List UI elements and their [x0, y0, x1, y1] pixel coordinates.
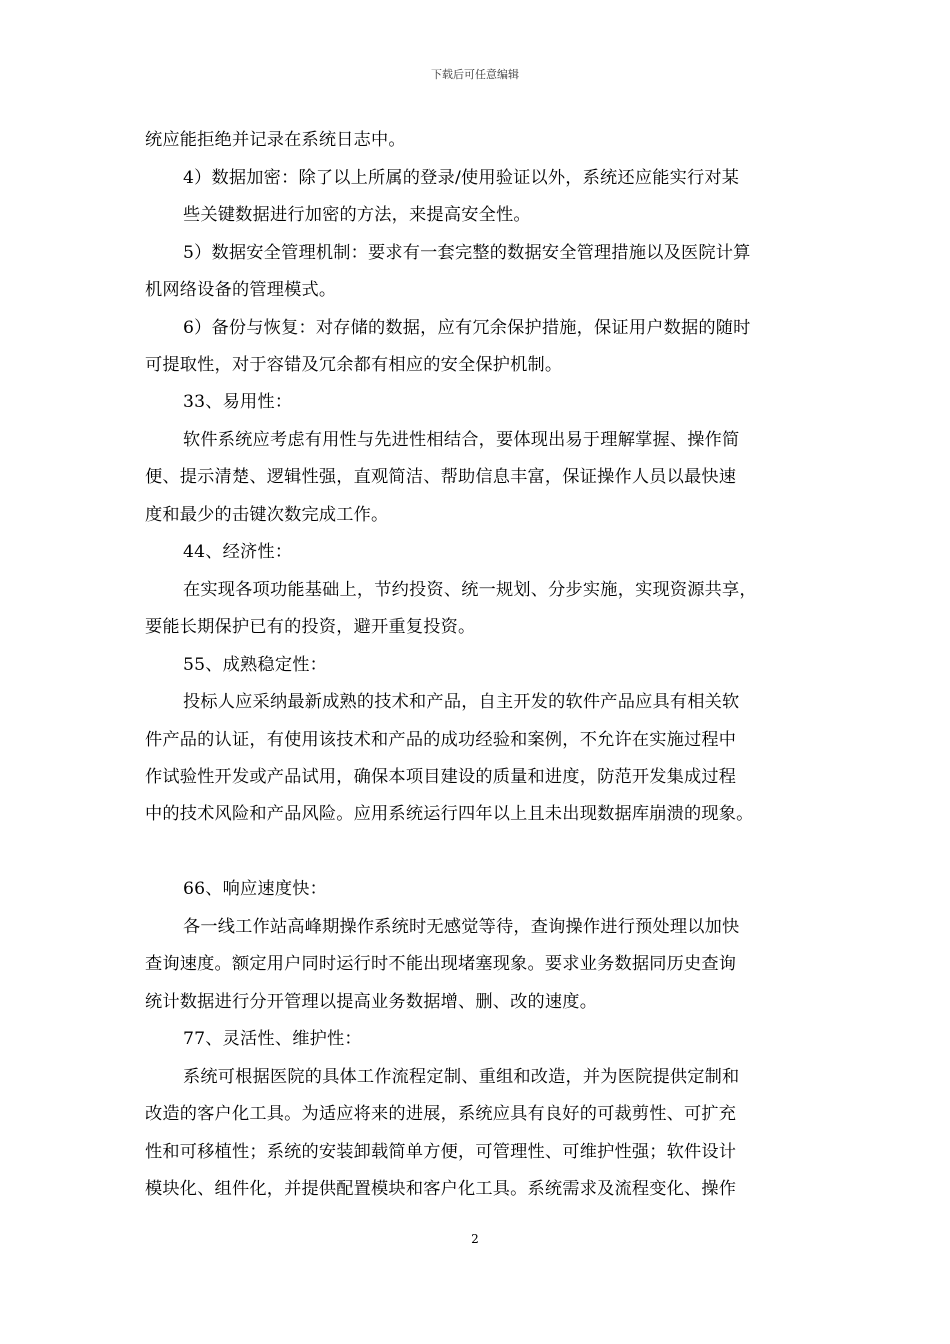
- text-line: 作试验性开发或产品试用，确保本项目建设的质量和进度，防范开发集成过程: [145, 767, 737, 787]
- section-heading: 44、经济性：: [183, 542, 293, 562]
- section-heading: 77、灵活性、维护性：: [183, 1029, 362, 1049]
- page-number: 2: [471, 1232, 479, 1246]
- text-line: 件产品的认证，有使用该技术和产品的成功经验和案例，不允许在实施过程中: [145, 730, 737, 750]
- text-line: 系统可根据医院的具体工作流程定制、重组和改造，并为医院提供定制和: [183, 1067, 740, 1087]
- text-line: 些关键数据进行加密的方法，来提高安全性。: [183, 205, 531, 225]
- text-line: 在实现各项功能基础上，节约投资、统一规划、分步实施，实现资源共享，: [183, 580, 757, 600]
- text-line: 可提取性，对于容错及冗余都有相应的安全保护机制。: [145, 355, 563, 375]
- text-line: 便、提示清楚、逻辑性强，直观简洁、帮助信息丰富，保证操作人员以最快速: [145, 467, 737, 487]
- text-line: 改造的客户化工具。为适应将来的进展，系统应具有良好的可裁剪性、可扩充: [145, 1104, 737, 1124]
- text-line: 度和最少的击键次数完成工作。: [145, 505, 389, 525]
- text-line: 统计数据进行分开管理以提高业务数据增、删、改的速度。: [145, 992, 598, 1012]
- section-heading: 66、响应速度快：: [183, 879, 327, 899]
- text-line: 中的技术风险和产品风险。应用系统运行四年以上且未出现数据库崩溃的现象。: [145, 804, 754, 824]
- text-line: 6）备份与恢复：对存储的数据，应有冗余保护措施，保证用户数据的随时: [183, 318, 751, 338]
- text-line: 性和可移植性；系统的安装卸载简单方便，可管理性、可维护性强；软件设计: [145, 1142, 737, 1162]
- text-line: 模块化、组件化，并提供配置模块和客户化工具。系统需求及流程变化、操作: [145, 1179, 737, 1199]
- text-line: 投标人应采纳最新成熟的技术和产品，自主开发的软件产品应具有相关软: [183, 692, 740, 712]
- text-line: 要能长期保护已有的投资，避开重复投资。: [145, 617, 476, 637]
- section-heading: 33、易用性：: [183, 392, 293, 412]
- text-line: 统应能拒绝并记录在系统日志中。: [145, 130, 406, 150]
- page-header: 下载后可任意编辑: [431, 68, 519, 81]
- text-line: 机网络设备的管理模式。: [145, 280, 337, 300]
- text-line: 4）数据加密：除了以上所属的登录/使用验证以外，系统还应能实行对某: [183, 168, 740, 188]
- text-line: 软件系统应考虑有用性与先进性相结合，要体现出易于理解掌握、操作简: [183, 430, 740, 450]
- text-line: 查询速度。额定用户同时运行时不能出现堵塞现象。要求业务数据同历史查询: [145, 954, 737, 974]
- section-heading: 55、成熟稳定性：: [183, 655, 327, 675]
- text-line: 5）数据安全管理机制：要求有一套完整的数据安全管理措施以及医院计算: [183, 243, 751, 263]
- text-line: 各一线工作站高峰期操作系统时无感觉等待，查询操作进行预处理以加快: [183, 917, 740, 937]
